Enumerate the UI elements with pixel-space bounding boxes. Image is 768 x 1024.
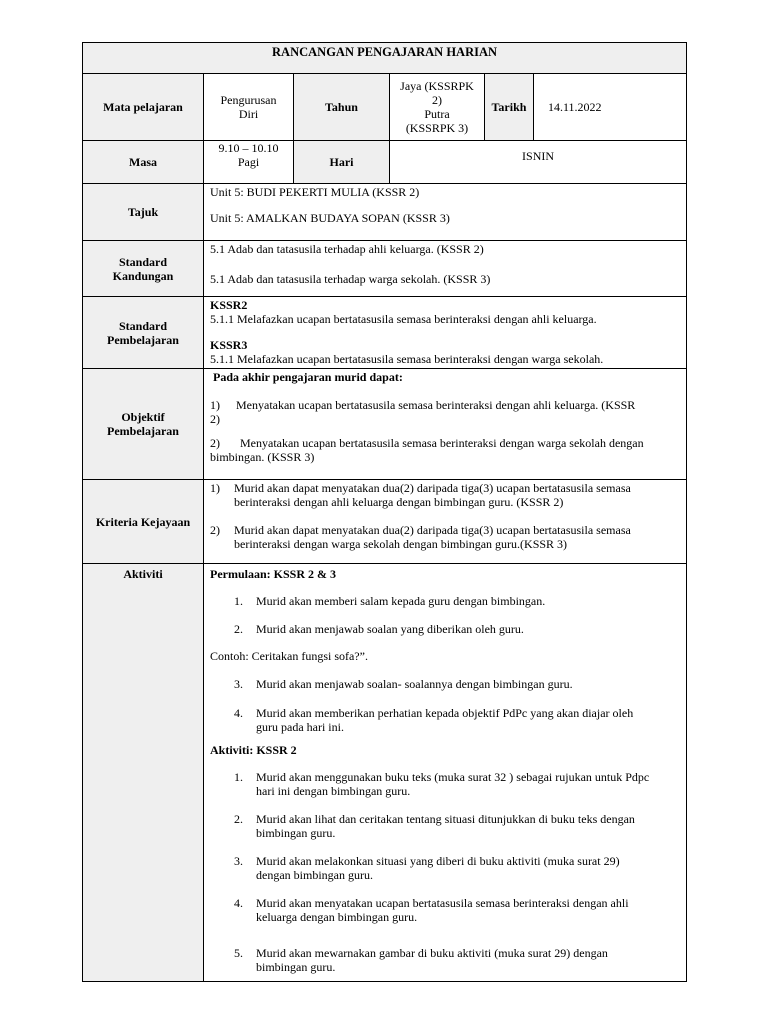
value-masa: 9.10 – 10.10 Pagi (204, 141, 294, 184)
value-tahun: Jaya (KSSRPK 2) Putra (KSSRPK 3) (390, 74, 485, 141)
value-aktiviti: Permulaan: KSSR 2 & 3 1. Murid akan memberi salam kepada guru dengan bimbingan. 2. Murid akan menjawab soalan yang diberikan oleh guru. Contoh: Ceritakan fungsi sofa?”. 3. Murid akan menjawab soalan- soalannya dengan bimbingan guru. 4. Murid akan memberikan perhatian kepada objektif PdPc yang akan diajar oleh guru pada hari ini. Aktiviti: KSSR 2 1. Murid akan menggunakan buku teks (muka surat 32 ) sebagai rujukan untuk Pdpc hari ini dengan bimbingan guru. 2. Murid akan lihat dan ceritakan tentang situasi ditunjukkan di buku teks dengan bimbingan guru. 3. Murid akan melakonkan situasi yang diberi di buku aktiviti (muka surat 29) dengan bimbingan guru. 4. Murid akan menyatakan ucapan bertatasusila semasa berinteraksi dengan ahli keluarga dengan bimbingan guru. 5. Murid akan mewarnakan gambar di buku aktiviti (muka surat 29) dengan bimbingan guru. (204, 564, 687, 982)
lesson-plan-table (82, 42, 687, 982)
label-hari: Hari (294, 141, 390, 184)
value-standard-pembelajaran: KSSR2 5.1.1 Melafazkan ucapan bertatasusila semasa berinteraksi dengan ahli keluarga. KSSR3 5.1.1 Melafazkan ucapan bertatasusila semasa berinteraksi dengan warga sekolah. (204, 297, 687, 369)
aktiviti-item: 1. Murid akan menggunakan buku teks (muka surat 32 ) sebagai rujukan untuk Pdpc hari ini dengan bimbingan guru. (234, 770, 650, 798)
aktiviti-item: 1. Murid akan memberi salam kepada guru dengan bimbingan. (234, 594, 546, 608)
label-standard-kandungan: Standard Kandungan (83, 241, 204, 297)
kriteria-item: 2) Murid akan dapat menyatakan dua(2) daripada tiga(3) ucapan bertatasusila semasa berinteraksi dengan warga sekolah dengan bimbingan guru.(KSSR 3) (210, 523, 631, 551)
label-tahun: Tahun (294, 74, 390, 141)
aktiviti-item: 2. Murid akan menjawab soalan yang diberikan oleh guru. (234, 622, 524, 636)
aktiviti-item: 4. Murid akan menyatakan ucapan bertatasusila semasa berinteraksi dengan ahli keluarga dengan bimbingan guru. (234, 896, 629, 924)
objektif-item: 1) Menyatakan ucapan bertatasusila semasa berinteraksi dengan ahli keluarga. (KSSR (210, 398, 636, 412)
label-standard-pembelajaran: Standard Pembelajaran (83, 297, 204, 369)
value-tarikh: 14.11.2022 (534, 74, 687, 141)
aktiviti-item: 5. Murid akan mewarnakan gambar di buku aktiviti (muka surat 29) dengan bimbingan guru. (234, 946, 608, 974)
aktiviti-item: 4. Murid akan memberikan perhatian kepada objektif PdPc yang akan diajar oleh guru pada hari ini. (234, 706, 634, 734)
value-hari: ISNIN (390, 141, 687, 184)
label-mata-pelajaran: Mata pelajaran (83, 74, 204, 141)
value-mata-pelajaran: Pengurusan Diri (204, 74, 294, 141)
label-tarikh: Tarikh (485, 74, 534, 141)
label-tajuk: Tajuk (83, 184, 204, 241)
document-title: RANCANGAN PENGAJARAN HARIAN (83, 43, 687, 74)
label-kriteria-kejayaan: Kriteria Kejayaan (83, 480, 204, 564)
lesson-plan-document (82, 42, 686, 982)
label-aktiviti: Aktiviti (83, 564, 204, 982)
aktiviti-item: 2. Murid akan lihat dan ceritakan tentang situasi ditunjukkan di buku teks dengan bimbingan guru. (234, 812, 635, 840)
label-masa: Masa (83, 141, 204, 184)
objektif-item: 2) Menyatakan ucapan bertatasusila semasa berinteraksi dengan warga sekolah dengan (210, 436, 644, 450)
value-tajuk: Unit 5: BUDI PEKERTI MULIA (KSSR 2) Unit 5: AMALKAN BUDAYA SOPAN (KSSR 3) (204, 184, 687, 241)
value-standard-kandungan: 5.1 Adab dan tatasusila terhadap ahli keluarga. (KSSR 2) 5.1 Adab dan tatasusila terhadap warga sekolah. (KSSR 3) (204, 241, 687, 297)
aktiviti-item: 3. Murid akan melakonkan situasi yang diberi di buku aktiviti (muka surat 29) dengan bimbingan guru. (234, 854, 620, 882)
label-objektif-pembelajaran: Objektif Pembelajaran (83, 369, 204, 480)
kriteria-item: 1) Murid akan dapat menyatakan dua(2) daripada tiga(3) ucapan bertatasusila semasa berinteraksi dengan ahli keluarga dengan bimbingan guru. (KSSR 2) (210, 481, 631, 509)
aktiviti-item: 3. Murid akan menjawab soalan- soalannya dengan bimbingan guru. (234, 677, 573, 691)
value-kriteria (204, 480, 687, 564)
value-objektif: Pada akhir pengajaran murid dapat: 1) Menyatakan ucapan bertatasusila semasa berinteraksi dengan ahli keluarga. (KSSR 2) 2) Menyatakan ucapan bertatasusila semasa berinteraksi dengan warga sekolah dengan bimbingan. (KSSR 3) (204, 369, 687, 480)
